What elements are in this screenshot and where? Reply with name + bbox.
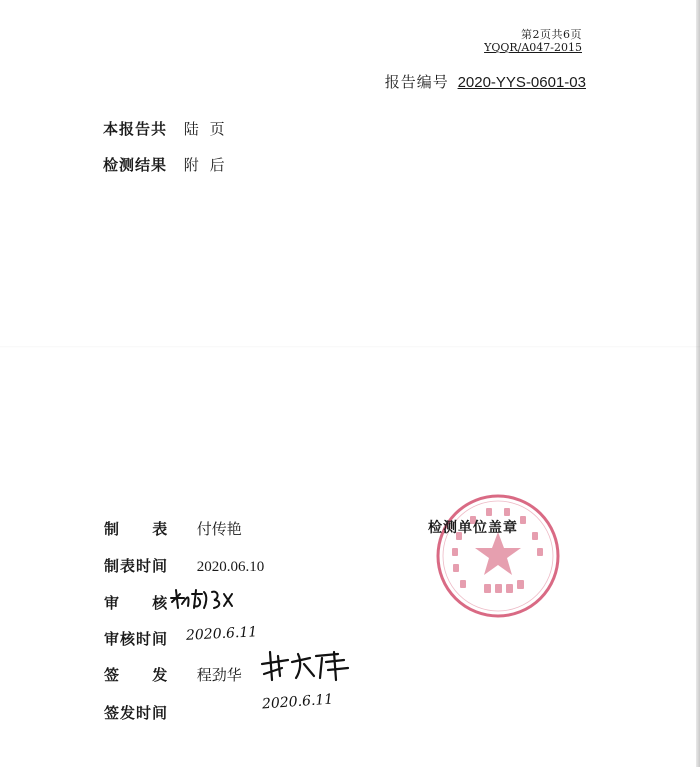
prepared-by: 付传艳 [196,520,242,538]
prepared-row [104,518,242,539]
page-count: 第2页共6页 [521,28,582,41]
reviewed-time-row [104,628,186,649]
issued-row [104,664,242,685]
issued-label: 签 发 [104,666,182,684]
reviewed-label: 审 核 [104,594,182,612]
prepared-time-label: 制表时间 [104,557,169,575]
issuer-signature [258,648,354,684]
reviewed-time-handwritten: 2020.6.11 [185,624,258,644]
form-code: YQQR/A047-2015 [484,41,582,54]
results-row [103,154,228,175]
report-number [385,71,586,92]
pages-row [103,118,228,139]
seal-label: 检测单位盖章 [428,520,518,536]
testing-seal-stamp [434,492,562,620]
issued-time-handwritten: 2020.6.11 [261,691,334,713]
scan-fold-line [0,346,700,348]
report-number-value: 2020-YYS-0601-03 [457,74,586,91]
reviewer-signature [168,584,238,614]
page-edge [696,0,700,767]
results-label: 检测结果 [103,156,168,174]
prepared-time: 2020.06.10 [196,559,265,575]
issued-time-label: 签发时间 [104,704,169,722]
reviewed-time-label: 审核时间 [104,630,169,648]
prepared-time-row [104,555,264,576]
seal-star-icon [475,532,521,575]
issued-time-row [104,702,186,723]
report-number-label: 报告编号 [384,73,449,91]
pages-value: 陆 页 [183,120,228,138]
pages-label: 本报告共 [103,120,168,138]
issued-by: 程劲华 [196,666,242,684]
results-value: 附 后 [183,156,228,174]
prepared-label: 制 表 [104,520,182,538]
